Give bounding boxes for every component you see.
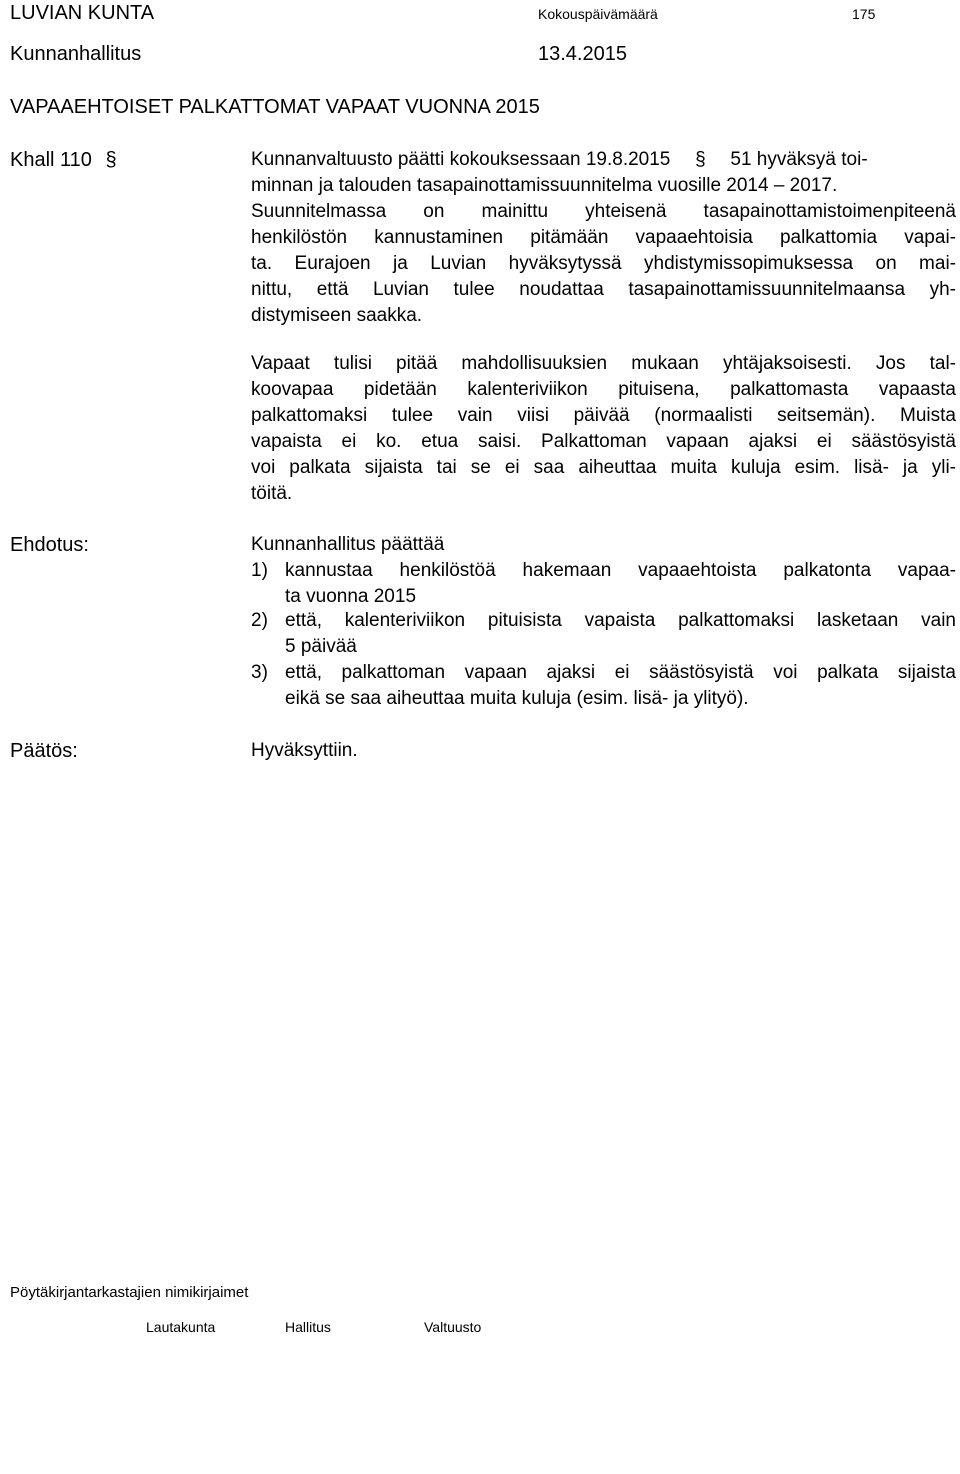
intro-line-1: Kunnanvaltuusto päätti kokouksessaan 19.8.2015 § 51 hyväksyä toi- [251, 147, 956, 173]
meeting-date: 13.4.2015 [538, 43, 627, 65]
intro-line-2: minnan ja talouden tasapainottamissuunnitelma vuosille 2014 – 2017. [251, 175, 838, 196]
item-line: että, palkattoman vapaan ajaksi ei säästösyistä voi palkata sijaista [285, 662, 956, 683]
proposal-label: Ehdotus: [10, 534, 89, 556]
item-line: 5 päivää [285, 636, 357, 657]
item-line: eikä se saa aiheuttaa muita kuluja (esim. lisä- ja ylityö). [285, 688, 749, 709]
footer-col-government: Hallitus [285, 1319, 331, 1335]
intro-line-3: Suunnitelmassa on mainittu yhteisenä tasapainottamistoimenpiteenä [251, 201, 956, 222]
item-number: 2) [251, 610, 268, 631]
date-label: Kokouspäivämäärä [538, 6, 658, 22]
item-line: kannustaa henkilöstöä hakemaan vapaaehtoista palkatonta vapaa- [285, 560, 956, 581]
item-line: ta vuonna 2015 [285, 586, 417, 607]
reference-tail: 51 hyväksyä toi- [730, 149, 868, 170]
signatures-label: Pöytäkirjantarkastajien nimikirjaimet [10, 1284, 249, 1301]
decision-text: Hyväksyttiin. [251, 740, 358, 761]
item-line: että, kalenteriviikon pituisista vapaista palkattomaksi lasketaan vain [285, 610, 956, 631]
intro-line-5: ta. Eurajoen ja Luvian hyväksytyssä yhdistymissopimuksessa on mai- [251, 253, 956, 274]
section-sign: § [105, 149, 117, 171]
details-line-4: vapaista ei ko. etua saisi. Palkattoman vapaan ajaksi ei säästösyistä [251, 431, 956, 452]
intro-line-4: henkilöstön kannustaminen pitämään vapaaehtoisia palkattomia vapai- [251, 227, 956, 248]
intro-line-6: nittu, että Luvian tulee noudattaa tasapainottamissuunnitelmaansa yh- [251, 279, 956, 300]
proposal-intro: Kunnanhallitus päättää [251, 534, 445, 555]
details-line-2: koovapaa pidetään kalenteriviikon pituisena, palkattomasta vapaasta [251, 379, 956, 400]
organ-name: Kunnanhallitus [10, 43, 142, 65]
municipality-name: LUVIAN KUNTA [10, 2, 155, 24]
intro-line-7: distymiseen saakka. [251, 305, 423, 326]
section-number [10, 147, 117, 173]
document-title: VAPAAEHTOISET PALKATTOMAT VAPAAT VUONNA 2015 [10, 96, 540, 118]
intro-paragraph [251, 147, 956, 329]
section-label: Khall 110 [10, 149, 92, 171]
footer-col-board: Lautakunta [146, 1319, 216, 1335]
details-line-6: töitä. [251, 483, 293, 504]
details-line-1: Vapaat tulisi pitää mahdollisuuksien mukaan yhtäjaksoisesti. Jos tal- [251, 353, 956, 374]
page-number: 175 [852, 6, 876, 22]
footer-col-council: Valtuusto [424, 1319, 482, 1335]
item-number: 1) [251, 560, 268, 581]
decision-label: Päätös: [10, 740, 78, 762]
item-number: 3) [251, 662, 268, 683]
details-line-5: voi palkata sijaista tai se ei saa aiheuttaa muita kuluja esim. lisä- ja yli- [251, 457, 956, 478]
details-line-3: palkattomaksi tulee vain viisi päivää (normaalisti seitsemän). Muista [251, 405, 956, 426]
details-paragraph [251, 351, 956, 507]
reference-sign: § [695, 149, 706, 170]
